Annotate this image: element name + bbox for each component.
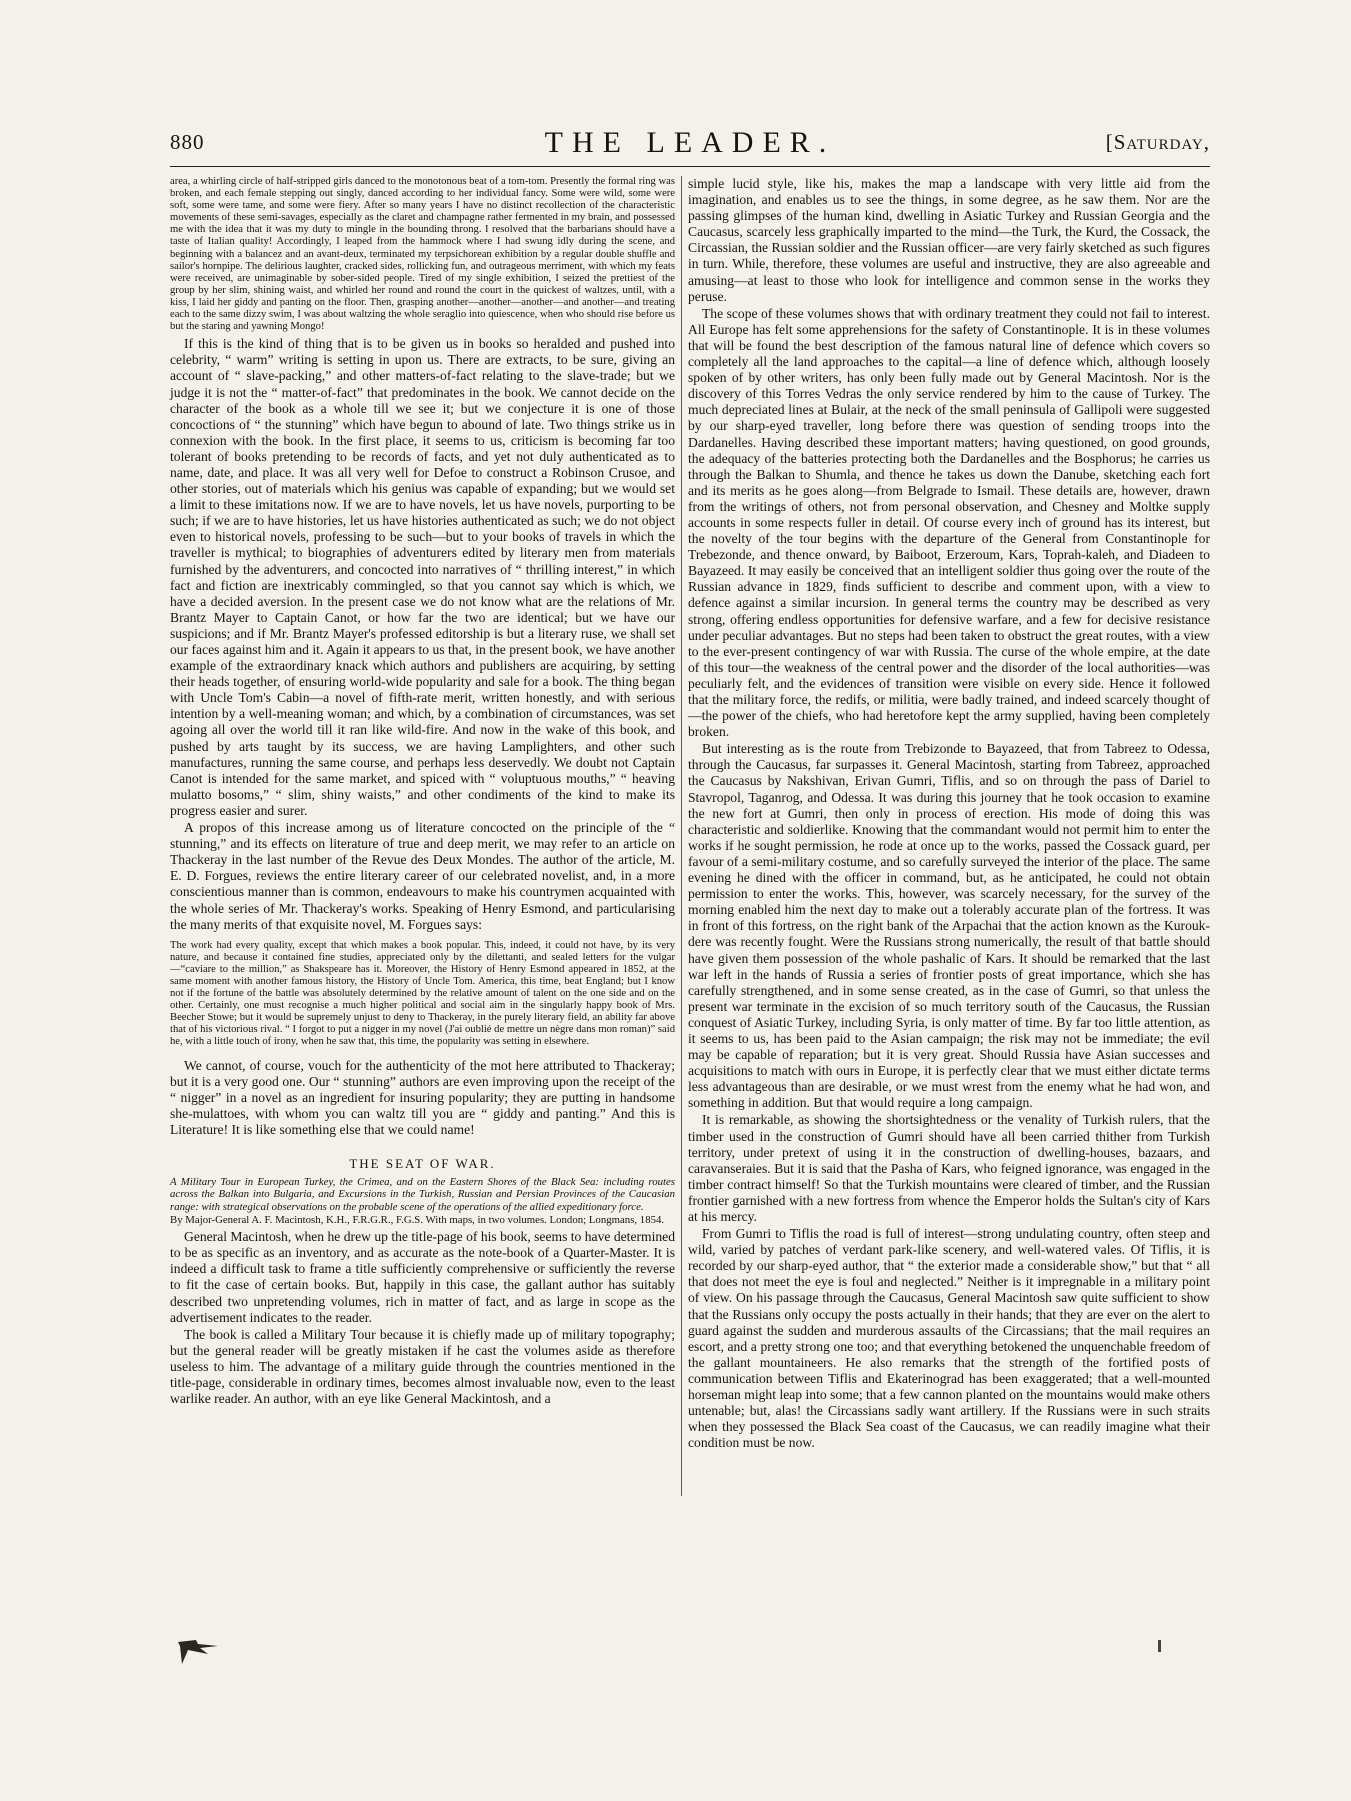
right-column bbox=[688, 176, 1210, 1452]
page-number: 880 bbox=[170, 130, 205, 154]
paragraph: But interesting as is the route from Trebizonde to Bayazeed, that from Tabreez to Odessa, through the Caucasus, far surpasses it. General Macintosh, starting from Tabreez, approached the Caucasus by Nakshivan, Erivan Gumri, Tiflis, and so on through the pass of Dariel to Stavropol, Taganrog, and Odessa. It was during this journey that he took occasion to examine the new fort at Gumri, then only in process of erection. His mode of doing this was characteristic and soldierlike. Knowing that the commandant would not permit him to enter the works if he sought permission, he rode at once up to the works, passed the Cossack guard, per favour of a semi-military costume, and so carefully surveyed the interior of the place. The same evening he dined with the officer in command, but, as he anticipated, he could not obtain permission to enter the works. This, however, was scarcely necessary, for the survey of the morning enabled him the next day to make out a tolerably accurate plan of the fortress. It was in front of this fortress, on the right bank of the Arpachai that the action known as the Kurouk-dere was recently fought. Were the Russians strong numerically, the result of that battle should have given them possession of the whole pashalic of Kars. It should be remarked that the last war left in the hands of Russia a series of frontier posts of great importance, which she has carefully strengthened, and in some sense created, as in the case of Gumri, so that unless the present war terminate in the excision of so much territory south of the Caucasus, the Russian conquest of Asiatic Turkey, including Syria, is only matter of time. By far too little attention, as it seems to us, has been paid to the Asian campaign; the risk may not be immediate; the evil may be capable of reparation; but it is very great. Should Russia have Asian successes and acquisitions to match with ours in Europe, it is perfectly clear that we must either dictate terms less advantageous than are desirable, or we must wrest from the enemy what he had won, and something in addition. But that would require a long campaign. bbox=[688, 741, 1210, 1111]
paragraph: simple lucid style, like his, makes the map a landscape with very little aid from the imagination, and enables us to see the things, in some degree, as he saw them. Nor are the passing glimpses of the human kind, dwelling in Asiatic Turkey and Russian Georgia and the Caucasus, scarcely less graphically imparted to the mind—the Turk, the Kurd, the Cossack, the Circassian, the Russian soldier and the Russian officer—are very fairly sketched as such figures in turn. While, therefore, these volumes are useful and instructive, they are also agreeable and amusing—at least to those who look for intelligence and common sense in the works they peruse. bbox=[688, 176, 1210, 304]
section-heading: THE SEAT OF WAR. bbox=[349, 1156, 496, 1171]
print-mark bbox=[1158, 1640, 1161, 1652]
issue-day: [Saturday, bbox=[1105, 130, 1210, 154]
paragraph: If this is the kind of thing that is to be given us in books so heralded and pushed into celebrity, “ warm” writing is setting in upon us. There are extracts, to be sure, giving an account of “ slave-packing,” and other matters-of-fact relating to the slave-trade; but we judge it is not the “ matter-of-fact” that predominates in the book. We cannot decide on the character of the book as a whole till we see it; but we conjecture it is one of those concoctions of “ the stunning” which have begun to abound of late. Two things strike us in connexion with the book. In the first place, it seems to us, criticism is becoming far too tolerant of books pretending to be records of facts, and yet not duly authenticated as to name, date, and place. It was all very well for Defoe to construct a Robinson Crusoe, and other stories, out of materials which his genius was capable of expanding; but we would set a limit to these imitations now. If we are to have novels, let us have novels, purporting to be such; if we are to have histories, let us have histories authenticated as such; we do not object even to historical novels, professing to be such—but to your books of travels in which the traveller is mythical; to biographies of adventurers edited by literary men from materials furnished by the adventurers, and concocted into narratives of “ thrilling interest,” in which fact and fiction are inextricably commingled, so that you cannot say which is which, we have a decided aversion. In the present case we do not know what are the relations of Mr. Brantz Mayer to Captain Canot, or how far the two are identical; but we have our suspicions; and if Mr. Brantz Mayer's professed editorship is but a literary ruse, we shall set our faces against him and it. Again it appears to us that, in the present book, we have another example of the extraordinary knack which authors and publishers are acquiring, by setting their heads together, of ensuring world-wide popularity and sale for a book. The thing began with Uncle Tom's Cabin—a novel of fifth-rate merit, written honestly, and with serious intention by a well-meaning woman; and which, by a combination of circumstances, was set agoing all over the world till it ran like wild-fire. And now in the wake of this book, and pushed by arts taught by its success, we are having Lamplighters, and other such manufactures, running the same course, and perhaps less deservedly. We doubt not Captain Canot is intended for the same market, and spiced with “ voluptuous mouths,” “ heaving mulatto bosoms,” “ slim, shiny waists,” and other condiments of the kind to make its progress easier and surer. bbox=[170, 336, 675, 818]
paragraph: A propos of this increase among us of literature concocted on the principle of the “ stunning,” and its effects on literature of true and deep merit, we may refer to an article on Thackeray in the last number of the Revue des Deux Mondes. The author of the article, M. E. D. Forgues, reviews the entire literary career of our celebrated novelist, and, in a more conscientious manner than is common, endeavours to make his countrymen acquainted with the whole series of Mr. Thackeray's works. Speaking of Henry Esmond, and particularising the many merits of that exquisite novel, M. Forgues says: bbox=[170, 820, 675, 932]
paragraph: From Gumri to Tiflis the road is full of interest—strong undulating country, often steep and wild, varied by patches of verdant park-like scenery, and well-watered vales. Of Tiflis, it is recorded by our sharp-eyed author, that “ the exterior made a considerable show,” but that “ all that does not meet the eye is foul and neglected.” Neither is it impregnable in a military point of view. On his passage through the Caucasus, General Macintosh saw quite sufficient to show that the Russians only occupy the posts actually in their hands; that they are ever on the alert to guard against the sudden and murderous assaults of the Circassians; that the mail requires an escort, and a pretty strong one too; and that everything betokened the unquenchable freedom of the gallant mountaineers. He also remarks that the strength of the fortified posts of communication between Tiflis and Ekaterinograd has been exaggerated; that a well-mounted horseman might leap into some; that a few cannon planted on the mountains would make others untenable; but, alas! the Circassians sadly want artillery. If the Russians were in such straits when they possessed the Black Sea coast of the Caucasus, we can readily imagine what their condition must be now. bbox=[688, 1226, 1210, 1451]
book-title: A Military Tour in European Turkey, the Crimea, and on the Eastern Shores of the Black Sea: including routes across the Balkan into Bulgaria, and Excursions in the Turkish, Russian and Persian Provinces of the Caucasian range: with strategical observations on the probable scene of the operations of the allied expeditionary force. bbox=[170, 1176, 675, 1213]
paragraph: It is remarkable, as showing the shortsightedness or the venality of Turkish rulers, that the timber used in the construction of Gumri should have all been carried thither from Turkish territory, under pretext of using it in the construction of dwelling-houses, bazaars, and caravanseraies. But it is said that the Pasha of Kars, who feigned ignorance, was engaged in the timber contract himself! So that the Turkish mountains were cleared of timber, and the Russian frontier garnished with a new fortress from whence the Emperor holds the Sultan's city of Kars at his mercy. bbox=[688, 1112, 1210, 1224]
review-paragraph: The book is called a Military Tour because it is chiefly made up of military topography; but the general reader will be greatly mistaken if he cast the volumes aside as therefore useless to him. The advantage of a military guide through the countries mentioned in the title-page, considerable in ordinary times, becomes almost invaluable now, even to the least warlike reader. An author, with an eye like General Mackintosh, and a bbox=[170, 1326, 675, 1407]
masthead: THE LEADER. bbox=[544, 126, 836, 159]
page-header bbox=[170, 120, 1210, 167]
column-rule bbox=[681, 176, 682, 1496]
book-details: By Major-General A. F. Macintosh, K.H., F.R.G.R., F.G.S. With maps, in two volumes. London; Longmans, 1854. bbox=[170, 1213, 665, 1226]
paragraph: The scope of these volumes shows that with ordinary treatment they could not fail to interest. All Europe has felt some apprehensions for the safety of Constantinople. It is in these volumes that will be found the best description of the famous natural line of defence which covers so completely all the land approaches to the capital—a line of defence which, although loosely spoken of by other writers, has only been fully made out by General Macintosh. Nor is the discovery of this Torres Vedras the only service rendered by him to the cause of Turkey. The much depreciated lines at Bulair, at the neck of the small peninsula of Gallipoli were suggested by our sharp-eyed traveller, long before there was question of sending troops into the Dardanelles. Having described these important matters; having questioned, on good grounds, the adequacy of the batteries protecting both the Dardanelles and the Bosphorus; he carries us through the Balkan to Shumla, and thence he takes us down the Danube, sketching each fort and its merits as he goes along—from Belgrade to Ismail. These details are, however, drawn from the writings of others, not from personal observation, and Chesney and Moltke supply accounts in some respects fuller in detail. Of course every inch of ground has its interest, but the novelty of the tour begins with the departure of the General from Constantinople for Trebezonde, and thence onward, by Baiboot, Erzeroum, Kars, Toprah-kaleh, and Diadeen to Bayazeed. It may easily be conceived that an intelligent soldier thus going over the route of the Russian advance in 1829, finds sufficient to describe and comment upon, with a view to defence against a similar incursion. In general terms the country may be described as very strong, offering endless opportunities for defensive warfare, and a few for decisive resistance under peculiar advantages. But no steps had been taken to obstruct the great routes, with a view to the ever-present contingency of war with Russia. The curse of the whole empire, at the date of this tour—the weakness of the central power and the disorder of the local authorities—was peculiarly felt, and the evidences of transition were visible on every side. Hence it followed that the military force, the redifs, or militia, were badly trained, and indeed scarcely thought of—the power of the chiefs, who had heretofore kept the army supplied, having been completely broken. bbox=[688, 305, 1210, 740]
quote-text: The work had every quality, except that which makes a book popular. This, indeed, it could not have, by its very nature, and because it contained fine studies, appreciated only by the dilettanti, and sealed letters for the vulgar—“caviare to the million,” as Shakspeare has it. Moreover, the History of Henry Esmond appeared in 1852, at the same moment with another famous history, the History of Uncle Tom. America, this time, beat England; but I know not if the fortune of the battle was absolutely determined by the relative amount of talent on the one side and on the other. Certainly, one must recognise a much higher political and social aim in the singularly happy book of Mrs. Beecher Stowe; but it would be supremely unjust to deny to Thackeray, in the purely literary field, an ability far above that of his victorious rival. “ I forgot to put a nigger in my novel (J'ai oublié de mettre un nègre dans mon roman)” said he, with a little touch of irony, when he saw that, this time, the popularity was setting in elsewhere. bbox=[170, 939, 675, 1048]
paragraph: We cannot, of course, vouch for the authenticity of the mot here attributed to Thackeray; but it is a very good one. Our “ stunning” authors are even improving upon the receipt of the “ nigger” in a novel as an ingredient for insuring popularity; they are putting in handsome she-mulattoes, with whom you can waltz till you are “ giddy and panting.” And this is Literature! It is like something else that we could name! bbox=[170, 1057, 675, 1137]
left-column bbox=[170, 176, 675, 1408]
print-smudge bbox=[178, 1638, 236, 1668]
forgues-quote bbox=[170, 940, 675, 1049]
review-paragraph: General Macintosh, when he drew up the title-page of his book, seems to have determined to be as specific as an inventory, and as accurate as the note-book of a Quarter-Master. It is indeed a difficult task to frame a title sufficiently comprehensive or sufficiently the reverse to fit the case of certain books. But, happily in this case, the gallant author has suitably described two unpretending volumes, rich in matter of fact, and as large in scope as the advertisement indicates to the reader. bbox=[170, 1229, 675, 1325]
excerpt-intro: area, a whirling circle of half-stripped girls danced to the monotonous beat of a tom-tom. Presently the formal ring was broken, and each female stepping out singly, danced according to her individual fancy. Some were wild, some were soft, some were tame, and some were fiery. After so many years I have no distinct recollection of the characteristic movements of these semi-savages, especially as the claret and champagne rather fermented in my brain, and possessed me with the idea that it was my duty to mingle in the bounding throng. I resolved that the barbarians should have a taste of Italian quality! Accordingly, I leaped from the hammock where I had swung idly during the scene, and beginning with a balancez and an avant-deux, terminated my terpsichorean exhibition by a regular double shuffle and sailor's hornpipe. The delirious laughter, cracked sides, rollicking fun, and outrageous merriment, with which my feats were received, are unimaginable by sober-sided people. Tired of my single exhibition, I seized the prettiest of the group by her slim, shining waist, and whirled her round and round the court in the quickest of waltzes, until, with a kiss, I laid her giddy and panting on the floor. Then, grasping another—another—another—and another—and treating each to the same dizzy swim, I was about waltzing the whole seraglio into quiescence, when who should rise before us but the staring and yawning Mongo! bbox=[170, 176, 675, 333]
